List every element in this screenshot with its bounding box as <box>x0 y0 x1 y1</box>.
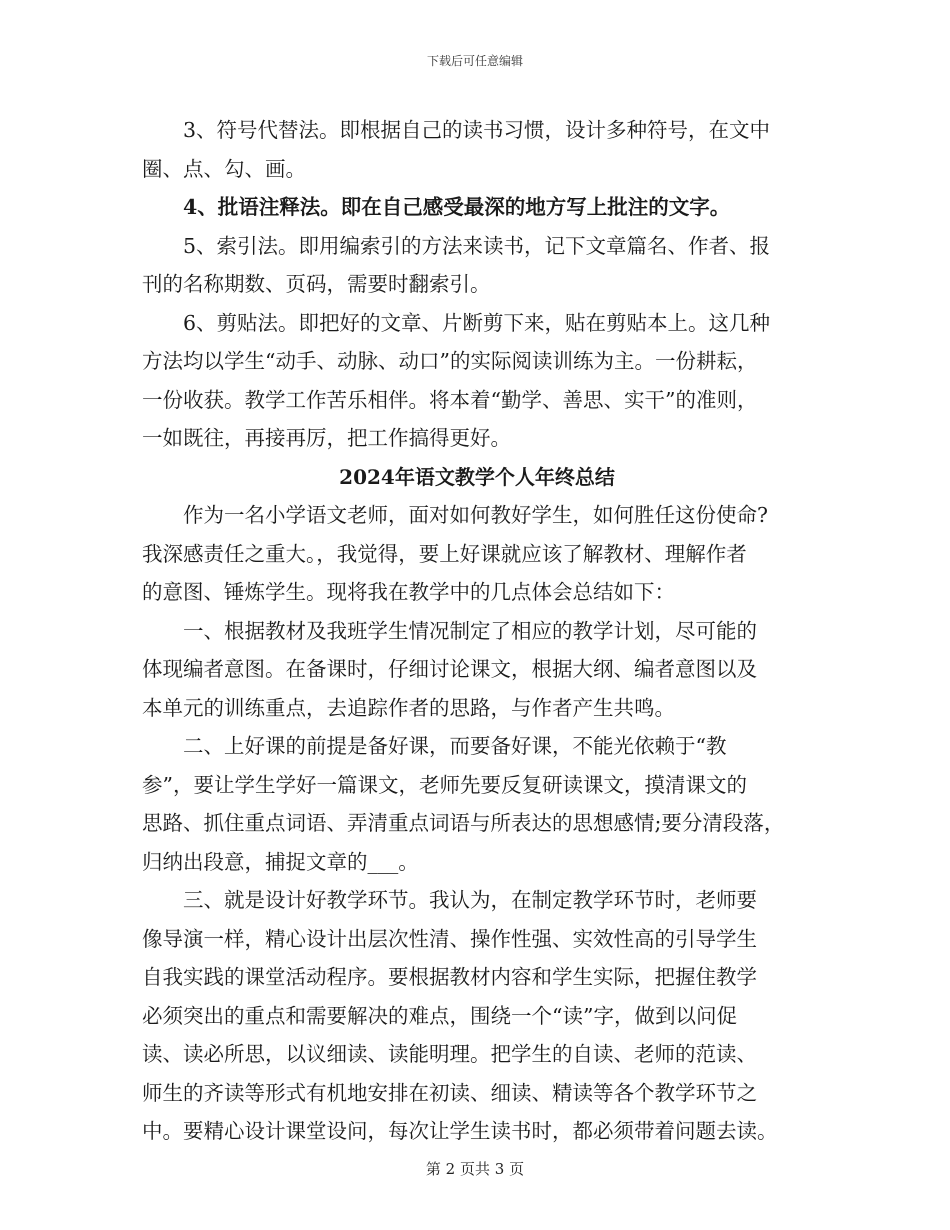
text-line: 一份收获。教学工作苦乐相伴。将本着“勤学、善思、实干”的准则， <box>142 387 758 412</box>
text-line: 5、索引法。即用编索引的方法来读书，记下文章篇名、作者、报 <box>183 233 771 258</box>
paragraph <box>142 727 812 881</box>
page-header: 下载后可任意编辑 <box>426 54 523 68</box>
text-line: 自我实践的课堂活动程序。要根据教材内容和学生实际，把握住教学 <box>142 965 757 989</box>
text-line: 4、批语注释法。即在自己感受最深的地方写上批注的文字。 <box>183 195 731 219</box>
page-footer: 第 2 页共 3 页 <box>425 1160 525 1178</box>
text-line: 参”，要让学生学好一篇课文，老师先要反复研读课文，摸清课文的 <box>142 772 747 797</box>
paragraph <box>142 881 812 1151</box>
text-line: 必须突出的重点和需要解决的难点，围绕一个“读”字，做到以问促 <box>142 1003 737 1028</box>
text-line: 3、符号代替法。即根据自己的读书习惯，设计多种符号，在文中 <box>183 118 771 142</box>
text-line: 思路、抓住重点词语、弄清重点词语与所表达的思想感情;要分清段落， <box>142 811 785 835</box>
section-title: 2024年语文教学个人年终总结 <box>339 464 615 489</box>
paragraph <box>142 304 812 458</box>
text-line: 我深感责任之重大。，我觉得，要上好课就应该了解教材、理解作者 <box>142 541 747 566</box>
text-line: 二、上好课的前提是备好课，而要备好课，不能光依赖于“教 <box>183 734 727 758</box>
paragraph <box>142 227 812 304</box>
paragraph <box>142 111 812 188</box>
text-line: 三、就是设计好教学环节。我认为，在制定教学环节时，老师要 <box>183 888 757 912</box>
text-line: 体现编者意图。在备课时，仔细讨论课文，根据大纲、编者意图以及 <box>142 657 757 681</box>
text-line: 读、读必所思，以议细读、读能明理。把学生的自读、老师的范读、 <box>142 1042 757 1066</box>
text-line: 归纳出段意，捕捉文章的___。 <box>142 849 419 874</box>
text-line: 的意图、锤炼学生。现将我在教学中的几点体会总结如下： <box>142 580 675 604</box>
paragraph-bold <box>142 188 812 227</box>
text-line: 像导演一样，精心设计出层次性清、操作性强、实效性高的引导学生 <box>142 926 757 951</box>
text-line: 中。要精心设计课堂设问，每次让学生读书时，都必须带着问题去读。 <box>142 1119 778 1143</box>
text-line: 刊的名称期数、页码，需要时翻索引。 <box>142 272 491 296</box>
text-line: 一、根据教材及我班学生情况制定了相应的教学计划，尽可能的 <box>183 618 757 643</box>
document-body <box>142 111 812 1151</box>
paragraph <box>142 612 812 728</box>
paragraph <box>142 496 812 612</box>
text-line: 本单元的训练重点，去追踪作者的思路，与作者产生共鸣。 <box>142 695 675 720</box>
text-line: 方法均以学生“动手、动脉、动口”的实际阅读训练为主。一份耕耘， <box>142 349 758 373</box>
text-line: 作为一名小学语文老师，面对如何教好学生，如何胜任这份使命? <box>183 503 768 527</box>
text-line: 一如既往，再接再厉，把工作搞得更好。 <box>142 426 511 450</box>
text-line: 6、剪贴法。即把好的文章、片断剪下来，贴在剪贴本上。这几种 <box>183 310 771 335</box>
text-line: 师生的齐读等形式有机地安排在初读、细读、精读等各个教学环节之 <box>142 1080 757 1105</box>
text-line: 圈、点、勾、画。 <box>142 156 306 181</box>
